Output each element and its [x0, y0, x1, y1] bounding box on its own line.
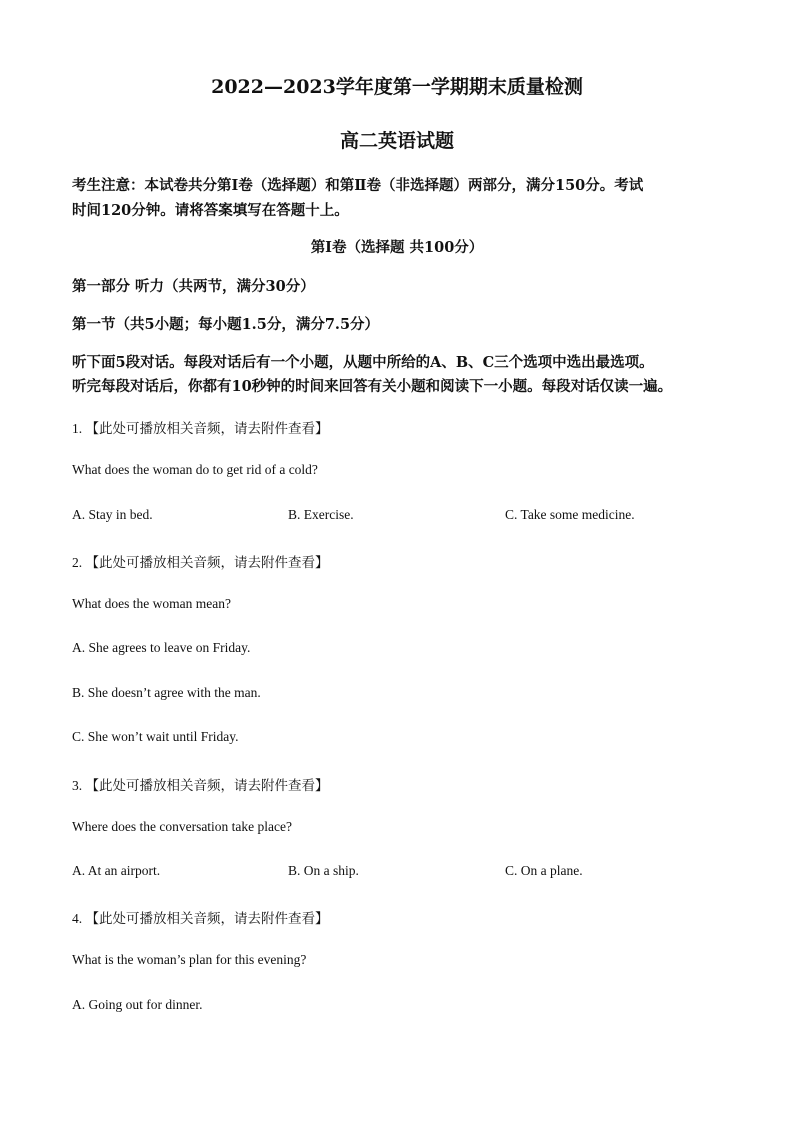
instructions-line-2: 听完每段对话后，你都有10秒钟的时间来回答有关小题和阅读下一小题。每段对话仅读一遍。 — [72, 378, 673, 395]
question-2-option-c: C. She won’t wait until Friday. — [72, 729, 239, 744]
notice-line-1: 考生注意：本试卷共分第Ⅰ卷（选择题）和第Ⅱ卷（非选择题）两部分，满分150分。考试 — [72, 177, 644, 194]
question-3-option-a: A. At an airport. — [72, 863, 161, 878]
notice-line-2: 时间120分钟。请将答案填写在答题十上。 — [72, 202, 349, 219]
volume-heading: 第Ⅰ卷（选择题 共100分） — [310, 239, 484, 256]
question-1-stem: What does the woman do to get rid of a cold? — [72, 462, 318, 477]
exam-title: 2022—2023学年度第一学期期末质量检测 — [211, 76, 583, 98]
question-3-stem: Where does the conversation take place? — [72, 819, 293, 834]
question-2-stem: What does the woman mean? — [72, 596, 231, 611]
instructions-line-1: 听下面5段对话。每段对话后有一个小题，从题中所给的A、B、C三个选项中选出最选项。 — [72, 354, 654, 371]
section-heading: 第一节（共5小题；每小题1.5分，满分7.5分） — [72, 316, 380, 333]
question-2-option-b: B. She doesn’t agree with the man. — [72, 685, 261, 700]
question-2-option-a: A. She agrees to leave on Friday. — [72, 640, 251, 655]
exam-subtitle: 高二英语试题 — [339, 130, 454, 152]
part-heading: 第一部分 听力（共两节，满分30分） — [72, 278, 315, 295]
question-3-option-b: B. On a ship. — [288, 863, 359, 878]
question-4-option-a: A. Going out for dinner. — [72, 997, 203, 1012]
question-1-option-a: A. Stay in bed. — [72, 507, 153, 522]
question-1-option-b: B. Exercise. — [288, 507, 354, 522]
question-1-audio-note: 1. 【此处可播放相关音频，请去附件查看】 — [72, 421, 329, 436]
question-4-stem: What is the woman’s plan for this evening? — [72, 952, 307, 967]
question-1-option-c: C. Take some medicine. — [505, 507, 635, 522]
question-4-audio-note: 4. 【此处可播放相关音频，请去附件查看】 — [72, 911, 329, 926]
question-3-audio-note: 3. 【此处可播放相关音频，请去附件查看】 — [72, 778, 329, 793]
question-3-option-c: C. On a plane. — [505, 863, 583, 878]
question-2-audio-note: 2. 【此处可播放相关音频，请去附件查看】 — [72, 555, 329, 570]
